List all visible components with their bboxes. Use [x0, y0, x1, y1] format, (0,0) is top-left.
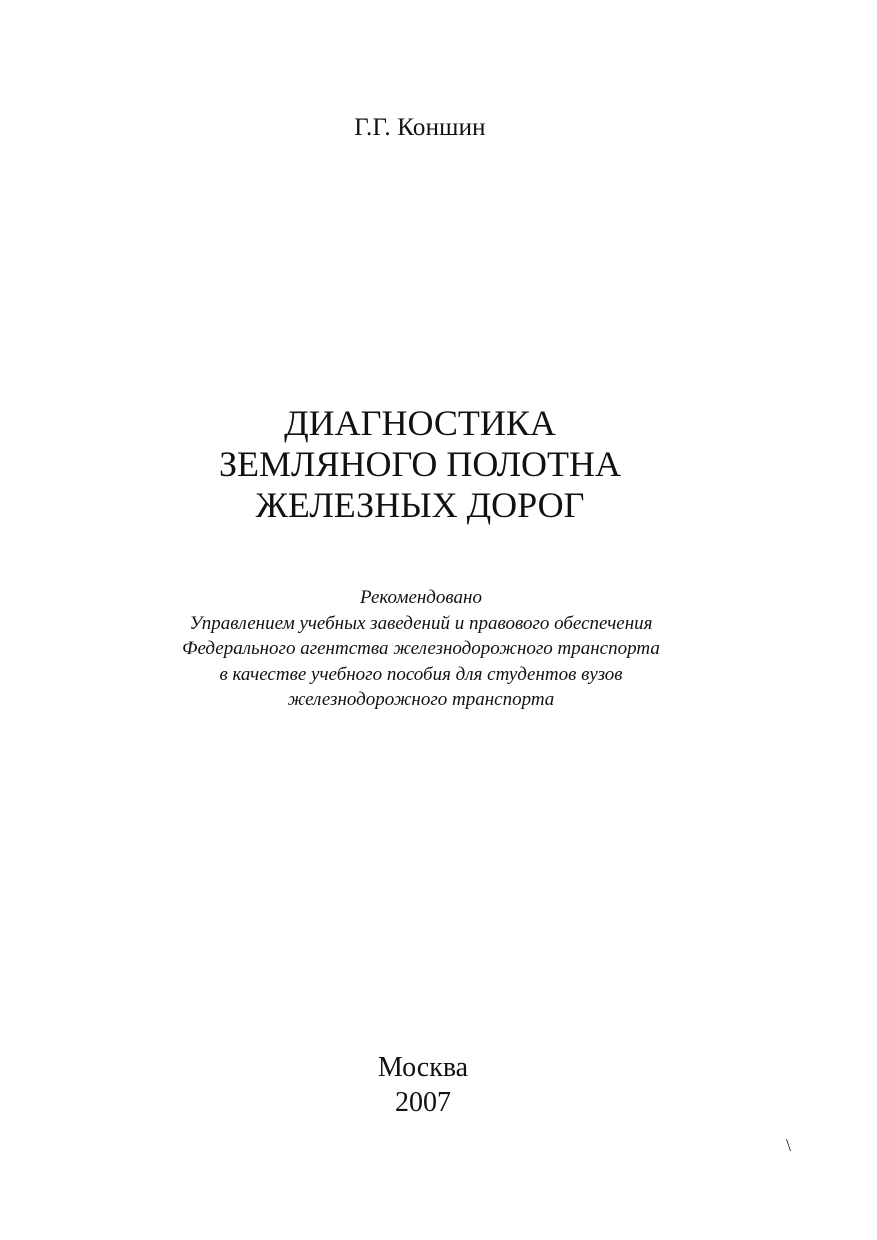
author-name: Г.Г. Коншин	[354, 114, 486, 141]
title-line: ЗЕМЛЯНОГО ПОЛОТНА	[219, 444, 621, 484]
stray-mark: \	[786, 1135, 792, 1155]
recommendation-line: в качестве учебного пособия для студентов вузов	[219, 663, 623, 685]
recommendation-line: Управлением учебных заведений и правового обеспечения	[189, 612, 653, 634]
recommendation-line: железнодорожного транспорта	[287, 689, 555, 710]
imprint	[0, 1050, 846, 1120]
imprint-city: Москва	[377, 1052, 469, 1083]
title-line: ЖЕЛЕЗНЫХ ДОРОГ	[255, 485, 585, 525]
recommendation-line: Рекомендовано	[360, 587, 482, 608]
imprint-year: 2007	[395, 1087, 451, 1118]
recommendation-line: Федерального агентства железнодорожного транспорта	[182, 638, 660, 659]
recommendation-block	[0, 585, 842, 713]
title-line: ДИАГНОСТИКА	[284, 403, 556, 443]
book-title	[0, 403, 840, 526]
